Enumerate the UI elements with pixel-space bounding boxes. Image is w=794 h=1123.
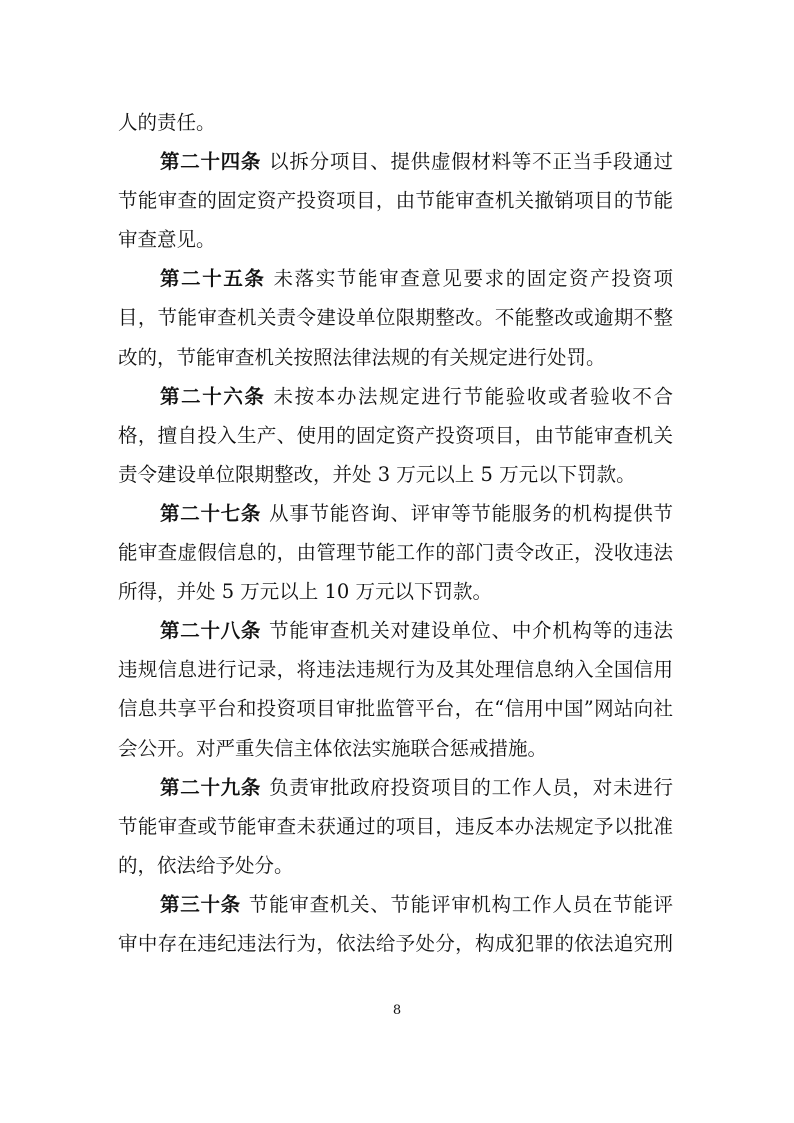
article-heading: 第二十七条 — [160, 501, 262, 525]
article-paragraph — [118, 377, 673, 494]
text-line: 改的，节能审查机关按照法律法规的有关规定进行处罚。 — [118, 345, 606, 369]
text-line: 信息共享平台和投资项目审批监管平台，在“信用中国”网站向社 — [118, 697, 673, 721]
article-text: 节能审查机关、节能评审机构工作人员在节能评 — [248, 892, 673, 916]
text-line — [118, 259, 673, 298]
text-line — [118, 494, 673, 533]
article-paragraph — [118, 142, 673, 259]
text-line: 能审查虚假信息的，由管理节能工作的部门责令改正，没收违法 — [118, 541, 673, 565]
text-line: 节能审查的固定资产投资项目，由节能审查机关撤销项目的节能 — [118, 189, 673, 213]
article-text: 从事节能咨询、评审等节能服务的机构提供节 — [269, 501, 673, 525]
text-line — [118, 768, 673, 807]
article-heading: 第二十九条 — [160, 775, 262, 799]
article-paragraph — [118, 259, 673, 376]
article-heading: 第二十四条 — [160, 150, 262, 174]
article-text: 以拆分项目、提供虚假材料等不正当手段通过 — [269, 150, 673, 174]
text-line — [118, 885, 673, 924]
text-line: 的，依法给予处分。 — [118, 853, 294, 877]
article-heading: 第二十五条 — [160, 267, 266, 291]
article-paragraph — [118, 885, 673, 963]
text-line: 节能审查或节能审查未获通过的项目，违反本办法规定予以批准 — [118, 814, 673, 838]
article-text: 未按本办法规定进行节能验收或者验收不合 — [273, 384, 673, 408]
text-line: 人的责任。 — [118, 111, 216, 134]
text-line: 格，擅自投入生产、使用的固定资产投资项目，由节能审查机关 — [118, 423, 673, 447]
page-number: 8 — [392, 1003, 402, 1018]
text-line — [118, 611, 673, 650]
text-line: 审中存在违纪违法行为，依法给予处分，构成犯罪的依法追究刑 — [118, 931, 673, 955]
text-line — [118, 377, 673, 416]
article-text: 节能审查机关对建设单位、中介机构等的违法 — [269, 619, 673, 643]
text-line: 责令建设单位限期整改，并处 3 万元以上 5 万元以下罚款。 — [118, 462, 636, 486]
article-heading: 第三十条 — [160, 892, 241, 916]
article-heading: 第二十八条 — [160, 619, 262, 643]
article-paragraph — [118, 768, 673, 885]
text-line: 所得，并处 5 万元以上 10 万元以下罚款。 — [118, 580, 493, 604]
article-paragraph — [118, 494, 673, 611]
text-line: 违规信息进行记录，将违法违规行为及其处理信息纳入全国信用 — [118, 658, 673, 682]
document-body — [118, 103, 673, 963]
text-line — [118, 142, 673, 181]
article-paragraph — [118, 611, 673, 767]
article-text: 负责审批政府投资项目的工作人员，对未进行 — [269, 775, 673, 799]
text-line: 目，节能审查机关责令建设单位限期整改。不能整改或逾期不整 — [118, 306, 673, 330]
text-line: 审查意见。 — [118, 228, 216, 252]
article-heading: 第二十六条 — [160, 384, 266, 408]
article-text: 未落实节能审查意见要求的固定资产投资项 — [273, 267, 673, 291]
text-line: 会公开。对严重失信主体依法实施联合惩戒措施。 — [118, 736, 548, 760]
